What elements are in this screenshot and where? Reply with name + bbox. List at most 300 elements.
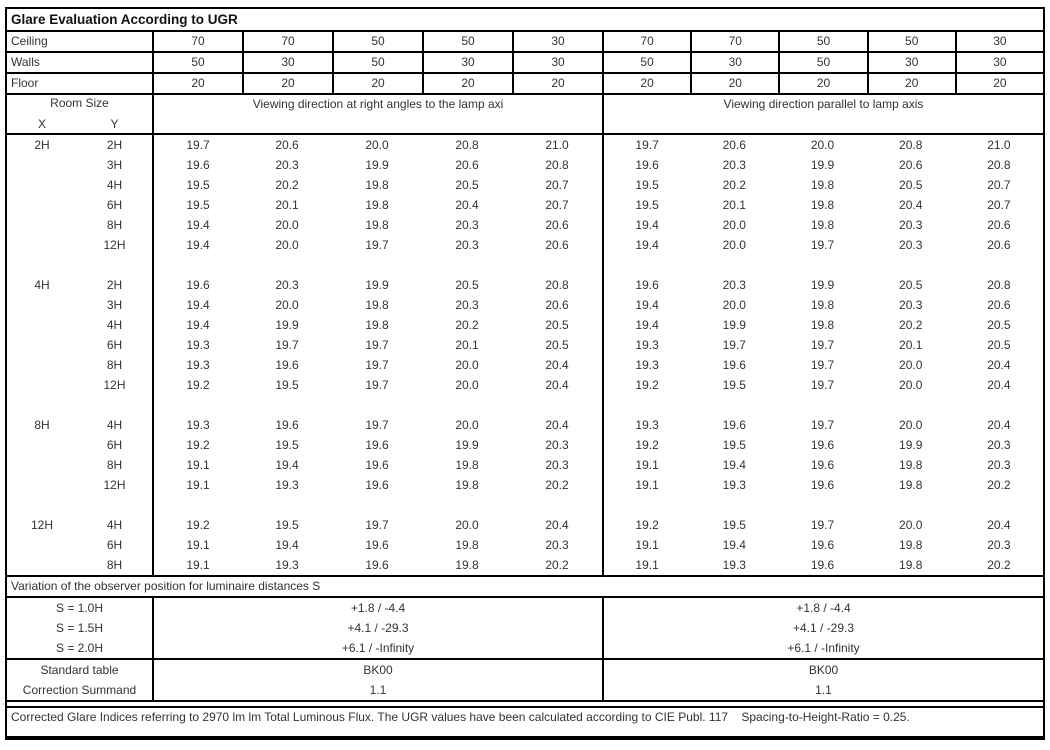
ugr-value: 19.7 xyxy=(365,338,389,352)
ugr-row xyxy=(7,175,1043,195)
room-y-value xyxy=(77,495,152,515)
ugr-value: 20.0 xyxy=(455,518,479,532)
ugr-value: 20.4 xyxy=(545,518,569,532)
surface-value: 50 xyxy=(778,32,866,51)
ugr-value: 19.9 xyxy=(275,318,299,332)
ugr-value: 19.2 xyxy=(602,375,690,395)
ugr-value: 20.6 xyxy=(545,298,569,312)
ugr-value: 20.3 xyxy=(987,458,1011,472)
ugr-value xyxy=(152,255,242,275)
ugr-value: 20.3 xyxy=(899,238,923,252)
ugr-value: 19.5 xyxy=(602,195,690,215)
room-x-value xyxy=(7,355,77,375)
variation-label: S = 1.0H xyxy=(55,601,104,615)
ugr-value: 19.4 xyxy=(602,215,690,235)
surface-value: 50 xyxy=(422,32,512,51)
ugr-value xyxy=(332,255,422,275)
ugr-value: 19.8 xyxy=(810,178,835,192)
ugr-value xyxy=(512,495,602,515)
ugr-value: 19.1 xyxy=(152,555,242,575)
ugr-value: 19.6 xyxy=(602,155,690,175)
room-size-label: Room Size xyxy=(50,96,109,110)
ugr-value: 19.6 xyxy=(152,275,242,295)
ugr-value: 20.0 xyxy=(455,358,479,372)
ugr-value: 20.6 xyxy=(722,138,746,152)
ugr-value: 19.4 xyxy=(152,315,242,335)
ugr-value: 19.8 xyxy=(365,218,389,232)
ugr-value xyxy=(332,495,422,515)
surface-value: 20 xyxy=(602,74,690,93)
ugr-value: 20.5 xyxy=(455,278,479,292)
surface-value: 30 xyxy=(955,32,1043,51)
room-x-value: 12H xyxy=(30,518,53,532)
ugr-value: 20.2 xyxy=(899,318,923,332)
ugr-value: 19.3 xyxy=(602,355,690,375)
ugr-value: 19.2 xyxy=(602,435,690,455)
room-size-header xyxy=(7,95,152,133)
variation-value-left: +1.8 / -4.4 xyxy=(152,598,602,618)
room-y-value: 4H xyxy=(106,318,123,332)
summary-value-left: 1.1 xyxy=(152,680,602,700)
room-y-value: 3H xyxy=(106,298,123,312)
surface-value: 70 xyxy=(602,32,690,51)
ugr-value xyxy=(512,395,602,415)
ugr-value: 19.9 xyxy=(810,278,835,292)
ugr-value: 20.1 xyxy=(899,338,923,352)
ugr-value: 19.4 xyxy=(722,458,746,472)
ugr-value: 20.6 xyxy=(545,238,569,252)
ugr-value: 19.7 xyxy=(365,358,389,372)
ugr-value: 19.8 xyxy=(455,478,479,492)
ugr-value: 20.0 xyxy=(899,518,923,532)
room-y-value: 2H xyxy=(106,138,123,152)
room-x-value xyxy=(7,295,77,315)
ugr-row xyxy=(7,215,1043,235)
ugr-value: 20.6 xyxy=(987,298,1011,312)
ugr-value xyxy=(955,495,1043,515)
footer-note: Corrected Glare Indices referring to 2970 lm lm Total Luminous Flux. The UGR values have been calculated according to CIE Publ. 117 Spacing-to-Height-Ratio = 0.25. xyxy=(11,710,910,724)
ugr-value: 20.5 xyxy=(899,178,923,192)
y-label: Y xyxy=(110,117,119,131)
variation-row xyxy=(7,618,1043,638)
ugr-value: 19.2 xyxy=(152,515,242,535)
ugr-value: 19.5 xyxy=(275,378,299,392)
room-x-value xyxy=(7,335,77,355)
ugr-value: 20.6 xyxy=(455,158,479,172)
summary-table xyxy=(7,660,1043,702)
room-y-value: 4H xyxy=(106,518,123,532)
ugr-value: 20.6 xyxy=(987,218,1011,232)
ugr-value: 20.6 xyxy=(275,138,299,152)
ugr-value: 20.2 xyxy=(545,478,569,492)
room-x-value xyxy=(7,175,77,195)
surface-value: 50 xyxy=(778,53,866,72)
room-y-value: 6H xyxy=(106,438,123,452)
ugr-value: 20.4 xyxy=(455,198,479,212)
ugr-value: 20.6 xyxy=(545,218,569,232)
ugr-row xyxy=(7,275,1043,295)
ugr-value: 19.8 xyxy=(365,198,389,212)
ugr-value xyxy=(778,255,866,275)
ugr-value: 20.8 xyxy=(455,138,479,152)
ugr-value: 19.3 xyxy=(602,335,690,355)
room-x-value: 4H xyxy=(34,278,50,292)
surface-value: 30 xyxy=(512,53,602,72)
room-y-value: 6H xyxy=(106,538,123,552)
ugr-value: 20.0 xyxy=(722,218,746,232)
ugr-value: 19.7 xyxy=(275,338,299,352)
ugr-row xyxy=(7,375,1043,395)
ugr-value: 20.3 xyxy=(722,158,746,172)
ugr-value: 19.4 xyxy=(602,295,690,315)
variation-label: S = 1.5H xyxy=(55,621,104,635)
ugr-value: 20.0 xyxy=(722,298,746,312)
ugr-value: 19.7 xyxy=(810,418,835,432)
room-x-value xyxy=(7,395,77,415)
variation-row xyxy=(7,598,1043,618)
room-y-value: 4H xyxy=(106,418,123,432)
page-title: Glare Evaluation According to UGR xyxy=(7,9,1043,32)
ugr-value: 20.8 xyxy=(987,158,1011,172)
variation-value-right: +4.1 / -29.3 xyxy=(602,618,1043,638)
ugr-value: 19.9 xyxy=(810,158,835,172)
surface-value: 30 xyxy=(867,53,955,72)
ugr-value: 19.9 xyxy=(365,278,389,292)
ugr-value: 19.5 xyxy=(602,175,690,195)
ugr-value: 19.2 xyxy=(602,515,690,535)
summary-value-left: BK00 xyxy=(152,660,602,680)
room-y-value: 3H xyxy=(106,158,123,172)
ugr-value xyxy=(242,495,332,515)
room-x-value xyxy=(7,435,77,455)
ugr-value: 19.3 xyxy=(722,478,746,492)
ugr-row xyxy=(7,535,1043,555)
room-y-value: 12H xyxy=(103,478,126,492)
surface-value: 50 xyxy=(867,32,955,51)
ugr-value xyxy=(422,395,512,415)
ugr-row xyxy=(7,555,1043,575)
ugr-value: 19.7 xyxy=(602,135,690,155)
ugr-value: 20.0 xyxy=(722,238,746,252)
room-x-value xyxy=(7,555,77,575)
ugr-value: 20.8 xyxy=(987,278,1011,292)
ugr-value: 20.2 xyxy=(545,558,569,572)
ugr-value: 19.8 xyxy=(810,298,835,312)
summary-label: Correction Summand xyxy=(22,683,137,697)
variation-label: S = 2.0H xyxy=(55,641,104,655)
section-header-right-angles: Viewing direction at right angles to the lamp axi xyxy=(152,95,602,133)
ugr-value: 19.9 xyxy=(455,438,479,452)
ugr-value: 19.7 xyxy=(152,135,242,155)
ugr-value: 20.0 xyxy=(455,378,479,392)
ugr-value: 19.7 xyxy=(365,518,389,532)
surface-value: 30 xyxy=(955,53,1043,72)
ugr-value: 20.0 xyxy=(899,358,923,372)
ugr-value xyxy=(512,255,602,275)
room-y-value: 8H xyxy=(106,218,123,232)
ugr-value xyxy=(867,255,955,275)
ugr-value xyxy=(422,255,512,275)
ugr-value: 19.6 xyxy=(275,418,299,432)
ugr-value: 21.0 xyxy=(987,138,1011,152)
ugr-row xyxy=(7,475,1043,495)
ugr-value xyxy=(955,395,1043,415)
room-x-value xyxy=(7,215,77,235)
ugr-value: 19.5 xyxy=(152,175,242,195)
room-y-value: 6H xyxy=(106,198,123,212)
ugr-value: 20.8 xyxy=(899,138,923,152)
room-y-value: 8H xyxy=(106,458,123,472)
ugr-value: 19.8 xyxy=(455,558,479,572)
ugr-value: 19.8 xyxy=(899,558,923,572)
ugr-value: 19.4 xyxy=(602,235,690,255)
ugr-value: 20.0 xyxy=(810,138,835,152)
surface-value: 50 xyxy=(332,53,422,72)
surface-label: Ceiling xyxy=(11,34,48,48)
ugr-row xyxy=(7,455,1043,475)
ugr-value: 19.3 xyxy=(275,478,299,492)
room-x-value xyxy=(7,235,77,255)
ugr-row xyxy=(7,195,1043,215)
ugr-value xyxy=(690,255,778,275)
ugr-value: 19.6 xyxy=(365,458,389,472)
ugr-value: 19.8 xyxy=(899,478,923,492)
x-label: X xyxy=(37,117,46,131)
ugr-value: 19.5 xyxy=(275,518,299,532)
ugr-value: 19.8 xyxy=(365,178,389,192)
ugr-value: 20.5 xyxy=(987,318,1011,332)
ugr-row xyxy=(7,295,1043,315)
ugr-value: 20.3 xyxy=(545,438,569,452)
ugr-value xyxy=(242,255,332,275)
ugr-value xyxy=(602,395,690,415)
ugr-value: 20.7 xyxy=(545,198,569,212)
room-x-value xyxy=(7,475,77,495)
ugr-value: 20.0 xyxy=(899,418,923,432)
ugr-value: 20.3 xyxy=(455,238,479,252)
ugr-value: 20.4 xyxy=(545,378,569,392)
variation-value-right: +6.1 / -Infinity xyxy=(602,638,1043,658)
ugr-value: 19.8 xyxy=(365,298,389,312)
room-y-value: 8H xyxy=(106,358,123,372)
ugr-value: 19.6 xyxy=(275,358,299,372)
ugr-value: 20.0 xyxy=(275,218,299,232)
section-header-parallel: Viewing direction parallel to lamp axis xyxy=(602,95,1043,133)
surface-row xyxy=(7,74,1043,95)
ugr-row xyxy=(7,395,1043,415)
ugr-value: 20.7 xyxy=(545,178,569,192)
surface-value: 20 xyxy=(242,74,332,93)
ugr-value: 19.5 xyxy=(722,518,746,532)
ugr-value: 19.6 xyxy=(722,358,746,372)
variation-value-left: +6.1 / -Infinity xyxy=(152,638,602,658)
ugr-value: 20.3 xyxy=(899,298,923,312)
ugr-value: 19.3 xyxy=(152,415,242,435)
ugr-value: 20.3 xyxy=(545,538,569,552)
ugr-value: 19.8 xyxy=(455,458,479,472)
ugr-value: 20.1 xyxy=(275,198,299,212)
room-y-value: 8H xyxy=(106,558,123,572)
ugr-value: 19.9 xyxy=(899,438,923,452)
ugr-value: 19.6 xyxy=(365,478,389,492)
ugr-value xyxy=(152,395,242,415)
ugr-value: 19.4 xyxy=(152,235,242,255)
ugr-value: 19.8 xyxy=(810,218,835,232)
ugr-value: 19.8 xyxy=(810,318,835,332)
room-y-value: 6H xyxy=(106,338,123,352)
room-y-value xyxy=(77,395,152,415)
ugr-value: 19.7 xyxy=(365,378,389,392)
surface-reflectance-table xyxy=(7,32,1043,95)
room-x-value xyxy=(7,315,77,335)
ugr-value: 20.2 xyxy=(987,478,1011,492)
ugr-value: 20.6 xyxy=(899,158,923,172)
ugr-value: 19.1 xyxy=(602,555,690,575)
ugr-value: 20.5 xyxy=(545,338,569,352)
room-x-value: 8H xyxy=(34,418,50,432)
ugr-value: 19.7 xyxy=(810,358,835,372)
surface-value: 30 xyxy=(422,53,512,72)
room-x-value xyxy=(7,195,77,215)
ugr-value xyxy=(602,255,690,275)
ugr-value: 19.7 xyxy=(810,338,835,352)
ugr-value: 20.7 xyxy=(987,178,1011,192)
room-y-value: 12H xyxy=(103,238,126,252)
ugr-value: 19.6 xyxy=(810,458,835,472)
room-x-value: 2H xyxy=(34,138,50,152)
surface-row xyxy=(7,53,1043,74)
ugr-value: 19.7 xyxy=(810,378,835,392)
ugr-row xyxy=(7,355,1043,375)
room-x-value xyxy=(7,495,77,515)
xy-labels xyxy=(7,117,152,131)
ugr-value: 19.7 xyxy=(722,338,746,352)
room-y-value xyxy=(77,255,152,275)
variation-table xyxy=(7,598,1043,660)
surface-value: 50 xyxy=(602,53,690,72)
ugr-row xyxy=(7,335,1043,355)
ugr-value: 20.5 xyxy=(545,318,569,332)
ugr-value xyxy=(867,495,955,515)
room-x-value xyxy=(7,535,77,555)
ugr-value: 19.6 xyxy=(722,418,746,432)
ugr-value: 20.3 xyxy=(275,158,299,172)
surface-value: 20 xyxy=(955,74,1043,93)
ugr-row xyxy=(7,255,1043,275)
variation-row xyxy=(7,638,1043,658)
ugr-value: 20.2 xyxy=(722,178,746,192)
ugr-value: 20.8 xyxy=(545,158,569,172)
surface-value: 20 xyxy=(422,74,512,93)
room-y-value: 2H xyxy=(106,278,123,292)
surface-value: 70 xyxy=(690,32,778,51)
surface-value: 20 xyxy=(690,74,778,93)
ugr-value: 20.5 xyxy=(987,338,1011,352)
room-y-value: 4H xyxy=(106,178,123,192)
ugr-value: 19.3 xyxy=(722,558,746,572)
ugr-value xyxy=(867,395,955,415)
ugr-value: 19.4 xyxy=(722,538,746,552)
ugr-value: 19.5 xyxy=(722,378,746,392)
ugr-value: 20.5 xyxy=(899,278,923,292)
ugr-value: 20.1 xyxy=(722,198,746,212)
surface-value: 20 xyxy=(867,74,955,93)
ugr-value: 19.3 xyxy=(602,415,690,435)
surface-value: 30 xyxy=(242,53,332,72)
ugr-value: 19.4 xyxy=(602,315,690,335)
ugr-value xyxy=(332,395,422,415)
ugr-value: 19.6 xyxy=(365,438,389,452)
ugr-value: 19.6 xyxy=(810,558,835,572)
ugr-value xyxy=(690,395,778,415)
surface-row xyxy=(7,32,1043,53)
ugr-value: 19.3 xyxy=(275,558,299,572)
ugr-value: 20.1 xyxy=(455,338,479,352)
ugr-value: 19.8 xyxy=(899,458,923,472)
ugr-value: 20.8 xyxy=(545,278,569,292)
ugr-value: 20.2 xyxy=(455,318,479,332)
summary-row xyxy=(7,660,1043,680)
variation-value-right: +1.8 / -4.4 xyxy=(602,598,1043,618)
surface-value: 20 xyxy=(332,74,422,93)
ugr-value: 19.5 xyxy=(152,195,242,215)
ugr-value: 20.7 xyxy=(987,198,1011,212)
ugr-value: 19.9 xyxy=(722,318,746,332)
ugr-value: 19.2 xyxy=(152,435,242,455)
ugr-value: 21.0 xyxy=(545,138,569,152)
table-header xyxy=(7,95,1043,135)
ugr-value: 20.3 xyxy=(455,298,479,312)
surface-value: 30 xyxy=(690,53,778,72)
ugr-value: 19.1 xyxy=(152,455,242,475)
ugr-value: 19.6 xyxy=(810,538,835,552)
ugr-report-page xyxy=(5,7,1045,740)
ugr-value: 19.5 xyxy=(722,438,746,452)
room-y-value: 12H xyxy=(103,378,126,392)
room-x-value xyxy=(7,155,77,175)
ugr-value: 19.9 xyxy=(365,158,389,172)
ugr-value: 19.1 xyxy=(602,475,690,495)
ugr-value: 20.4 xyxy=(545,358,569,372)
ugr-value: 20.2 xyxy=(987,558,1011,572)
ugr-row xyxy=(7,135,1043,155)
ugr-row xyxy=(7,415,1043,435)
surface-value: 30 xyxy=(512,32,602,51)
ugr-value: 20.5 xyxy=(455,178,479,192)
ugr-value: 20.4 xyxy=(545,418,569,432)
ugr-value: 19.1 xyxy=(152,535,242,555)
ugr-value: 19.7 xyxy=(365,238,389,252)
ugr-value xyxy=(690,495,778,515)
ugr-value: 19.8 xyxy=(455,538,479,552)
room-x-value xyxy=(7,375,77,395)
surface-value: 50 xyxy=(152,53,242,72)
ugr-value: 20.0 xyxy=(899,378,923,392)
ugr-value: 20.3 xyxy=(545,458,569,472)
ugr-value: 19.5 xyxy=(275,438,299,452)
surface-value: 50 xyxy=(332,32,422,51)
ugr-values-table xyxy=(7,135,1043,575)
ugr-value: 20.4 xyxy=(987,358,1011,372)
ugr-value: 19.1 xyxy=(602,455,690,475)
summary-row xyxy=(7,680,1043,700)
surface-value: 70 xyxy=(152,32,242,51)
summary-value-right: BK00 xyxy=(602,660,1043,680)
ugr-value: 19.6 xyxy=(810,478,835,492)
ugr-value: 19.1 xyxy=(152,475,242,495)
ugr-value: 20.3 xyxy=(899,218,923,232)
ugr-value: 20.4 xyxy=(987,518,1011,532)
